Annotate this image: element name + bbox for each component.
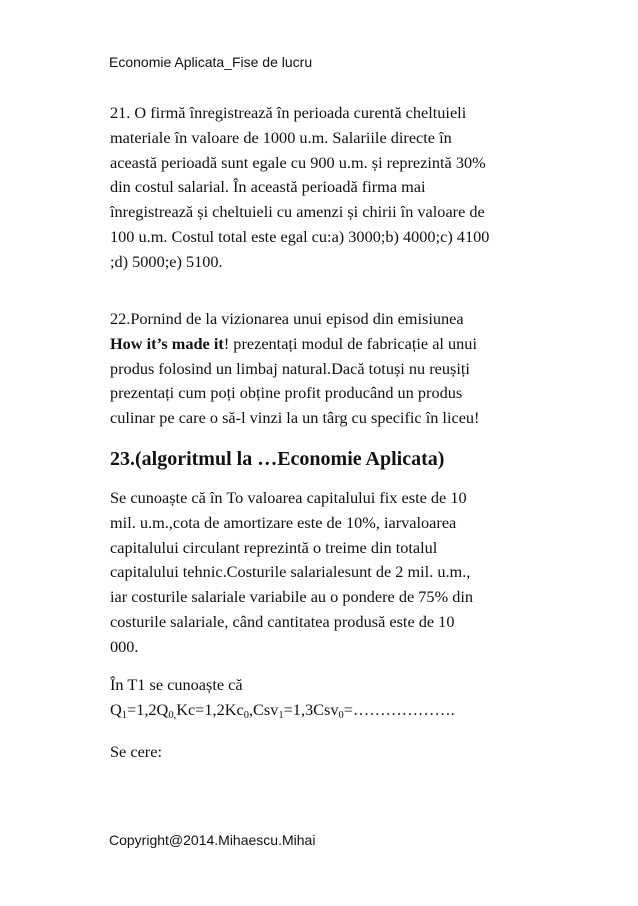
exercise-23-heading: 23.(algoritmul la …Economie Aplicata) — [110, 448, 445, 470]
exercise-21-line: din costul salarial. În această perioadă firma mai — [110, 177, 426, 197]
exercise-21-line: înregistrează și cheltuieli cu amenzi și chirii în valoare de — [110, 202, 485, 222]
exercise-22-line: culinar pe care o să-l vinzi la un târg cu specific în liceu! — [110, 408, 480, 428]
page-header: Economie Aplicata_Fise de lucru — [109, 54, 313, 70]
exercise-23-line: mil. u.m.,cota de amortizare este de 10%, iarvaloarea — [110, 512, 457, 532]
formula-subscript: 0 — [338, 709, 344, 721]
t1-intro: În T1 se cunoaște că — [110, 675, 243, 694]
exercise-21 — [110, 101, 535, 275]
page-footer: Copyright@2014.Mihaescu.Mihai — [109, 832, 316, 848]
exercise-23-line: iar costurile salariale variabile au o pondere de 75% din — [110, 587, 474, 607]
exercise-23-t1 — [110, 673, 535, 723]
formula-part: Kc=1,2Kc — [176, 699, 244, 719]
exercise-22-line — [110, 332, 535, 357]
exercise-23-statement — [110, 486, 535, 660]
exercise-21-line: 100 u.m. Costul total este egal cu:a) 3000;b) 4000;c) 4100 — [110, 226, 490, 246]
exercise-22-text: ! prezentați modul de fabricație al unui — [223, 333, 477, 353]
formula-subscript: 0 — [243, 709, 249, 721]
exercise-23-line: capitalului circulant reprezintă o treime din totalul — [110, 537, 438, 557]
formula-part: ,Csv — [248, 699, 279, 719]
formula-subscript: 0, — [168, 709, 177, 721]
t1-formula — [110, 698, 535, 723]
exercise-22-line: prezentați cum poți obține profit producând un produs — [110, 383, 463, 403]
exercise-23-line: costurile salariale, când cantitatea produsă este de 10 — [110, 611, 455, 631]
exercise-22 — [110, 307, 535, 431]
exercise-21-line: această perioadă sunt egale cu 900 u.m. și reprezintă 30% — [110, 152, 486, 172]
exercise-23-line: Se cunoaște că în To valoarea capitalului fix este de 10 — [110, 488, 467, 507]
formula-subscript: 1 — [121, 709, 128, 721]
exercise-21-line: 21. O firmă înregistrează în perioada curentă cheltuieli — [110, 103, 467, 122]
exercise-23-requirement: Se cere: — [110, 742, 162, 761]
exercise-22-line: 22.Pornind de la vizionarea unui episod din emisiunea — [110, 309, 464, 328]
formula-part: =………………. — [343, 699, 455, 719]
exercise-23-line: 000. — [110, 636, 139, 656]
formula-part: =1,2Q — [127, 699, 169, 719]
exercise-21-line: ;d) 5000;e) 5100. — [110, 251, 223, 271]
exercise-22-line: produs folosind un limbaj natural.Dacă totuși nu reușiți — [110, 358, 470, 378]
formula-part: =1,3Csv — [283, 699, 339, 719]
exercise-23-line: capitalului tehnic.Costurile salarialesunt de 2 mil. u.m., — [110, 562, 471, 582]
exercise-21-line: materiale în valoare de 1000 u.m. Salariile directe în — [110, 127, 452, 147]
formula-subscript: 1 — [278, 709, 284, 721]
show-title: How it’s made it — [110, 333, 224, 353]
formula-part: Q — [110, 699, 122, 719]
